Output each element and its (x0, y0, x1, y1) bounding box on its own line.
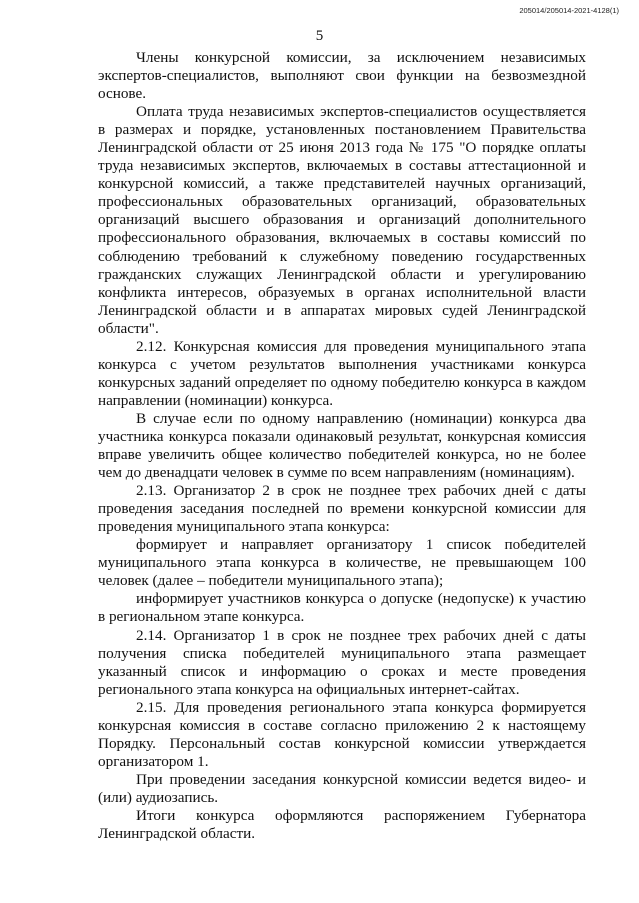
paragraph-2-12: 2.12. Конкурсная комиссия для проведения муниципального этапа конкурса с учетом результатов выполнения участниками конкурса конкурсных заданий определяет по одному победителю конкурса в каждом направлении (номинации) конкурса. (98, 337, 586, 409)
paragraph-expert-payment: Оплата труда независимых экспертов-специалистов осуществляется в размерах и порядке, установленных постановлением Правительства Ленинградской области от 25 июня 2013 года № 175 "О порядке оплаты труда независимых экспертов, включаемых в составы аттестационной и конкурсной комиссий, а также представителей научных организаций, профессиональных образовательных организаций, образовательных организаций высшего образования и организаций дополнительного профессионального образования, включаемых в составы комиссий по соблюдению требований к служебному поведению государственных гражданских служащих Ленинградской области и урегулированию конфликта интересов, образуемых в органах исполнительной власти Ленинградской области и в аппаратах мировых судей Ленинградской области". (98, 103, 586, 337)
paragraph-recording: При проведении заседания конкурсной комиссии ведется видео- и (или) аудиозапись. (98, 770, 586, 806)
document-id: 205014/205014-2021-4128(1) (519, 6, 619, 15)
paragraph-winners-list: формирует и направляет организатору 1 список победителей муниципального этапа конкурса в количестве, не превышающем 100 человек (далее – победители муниципального этапа); (98, 536, 586, 590)
paragraph-inform-participants: информирует участников конкурса о допуске (недопуске) к участию в региональном этапе конкурса. (98, 590, 586, 626)
paragraph-commission-members: Члены конкурсной комиссии, за исключением независимых экспертов-специалистов, выполняют свои функции на безвозмездной основе. (98, 49, 586, 103)
paragraph-2-14: 2.14. Организатор 1 в срок не позднее трех рабочих дней с даты получения списка победителей муниципального этапа размещает указанный список и информацию о сроках и месте проведения регионального этапа конкурса на официальных интернет-сайтах. (98, 626, 586, 698)
paragraph-2-13: 2.13. Организатор 2 в срок не позднее трех рабочих дней с даты проведения заседания последней по времени конкурсной комиссии для проведения муниципального этапа конкурса: (98, 482, 586, 536)
page-number: 5 (315, 28, 324, 44)
document-body (98, 49, 586, 843)
paragraph-equal-result: В случае если по одному направлению (номинации) конкурса два участника конкурса показали одинаковый результат, конкурсная комиссия вправе увеличить общее количество победителей конкурса, но не более чем до двенадцати человек в сумме по всем направлениям (номинациям). (98, 409, 586, 482)
paragraph-results: Итоги конкурса оформляются распоряжением Губернатора Ленинградской области. (98, 806, 586, 843)
paragraph-2-15: 2.15. Для проведения регионального этапа конкурса формируется конкурсная комиссия в составе согласно приложению 2 к настоящему Порядку. Персональный состав конкурсной комиссии утверждается организатором 1. (98, 698, 586, 770)
